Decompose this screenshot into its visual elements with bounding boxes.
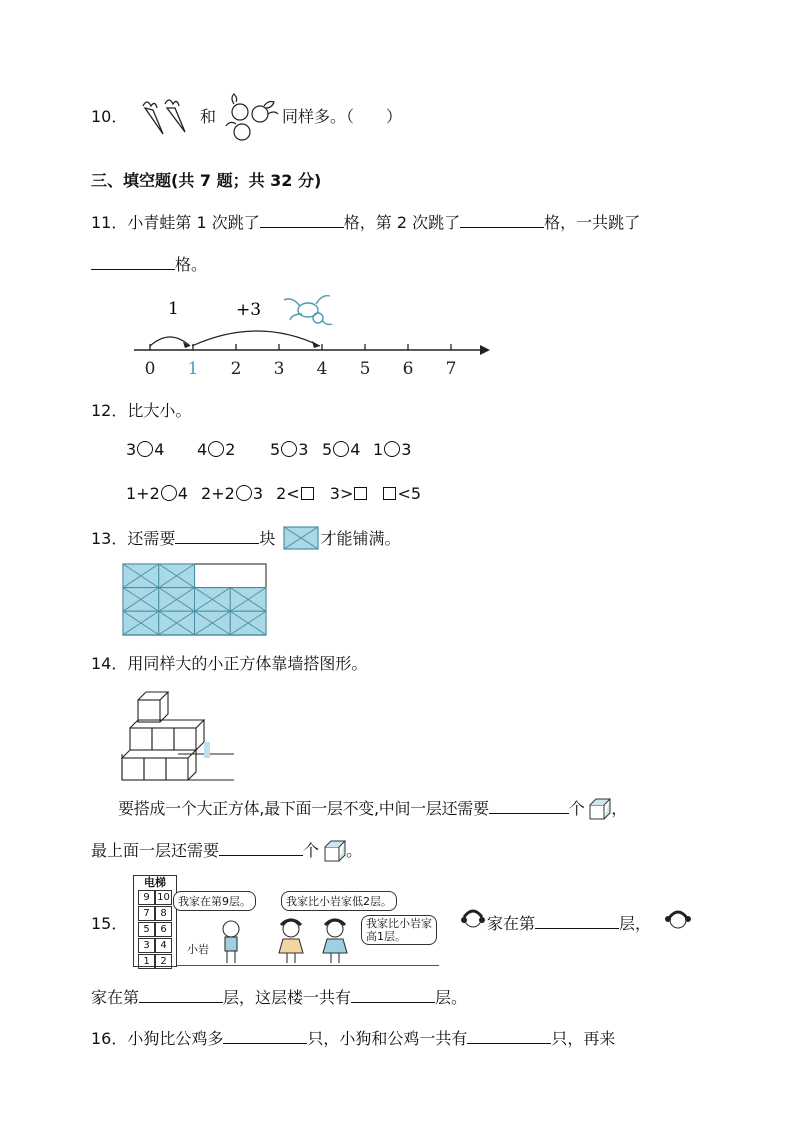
cube-icon [324,840,346,862]
cube-stack-figure [118,688,242,784]
ground-line [177,965,439,966]
number-line-label: 4 [316,359,328,379]
operand: 4 [350,440,361,459]
expression: 1+2 [126,484,160,503]
number-line-label: 3 [273,359,285,379]
q14-label: 用同样大的小正方体靠墙搭图形。 [127,654,368,673]
operand: 3 [252,484,263,503]
number-line-label: 0 [144,359,156,379]
q14-text-1b: 最下面一层不变, [264,799,379,818]
q11-part4: 格。 [175,255,208,274]
compare-item-3 [270,440,308,459]
compare-item-5 [373,440,411,459]
elevator-button: 6 [155,922,172,937]
kid-name-label: 小岩 [187,943,209,956]
operand: 5 [270,440,281,459]
number-line-label: 5 [359,359,371,379]
elevator-button: 2 [155,954,172,969]
q16-part2: 只，小狗和公鸡一共有 [307,1029,468,1048]
q11-line1 [91,210,640,233]
elevator-title: 电梯 [144,876,166,889]
q16-part1: 小狗比公鸡多 [127,1029,224,1048]
operand: 3 [401,440,412,459]
number-line [130,288,494,380]
compare-circle[interactable] [236,485,252,501]
girl-head-icon [664,906,692,932]
q15-blank-1[interactable] [535,913,619,929]
q14-text-1a: 要搭成一个大正方体, [118,799,265,818]
carrot-pair-icon [133,96,193,138]
q12-label: 比大小。 [127,401,192,420]
q12-title [91,398,191,421]
elevator-button: 3 [138,938,155,953]
q14-text-2a: 最上面一层还需要 [91,841,220,860]
q15-line2 [91,985,467,1008]
expression: 2+2 [201,484,235,503]
jump-arc-2 [192,331,320,346]
operand: 2 [225,440,236,459]
tiling-figure [122,563,268,637]
q11-part2: 格，第 2 次跳了 [343,213,461,232]
q13-number: 13． [91,529,128,548]
q16-line [91,1026,615,1049]
q15-part4: 层，这层楼一共有 [223,988,352,1007]
q15-line1 [487,911,651,934]
operand: 4 [154,440,165,459]
q16-number: 16． [91,1029,128,1048]
q11-number: 11． [91,213,128,232]
compare-circle[interactable] [384,441,400,457]
answer-square[interactable] [301,487,314,500]
q14-line2 [91,838,362,862]
q14-title [91,651,367,674]
number-line-label: 1 [187,359,199,379]
elevator-button: 4 [155,938,172,953]
elevator-button: 7 [138,906,155,921]
q16-blank-2[interactable] [467,1028,551,1044]
section-title: 三、填空题(共 7 题；共 32 分) [91,171,322,190]
q11-blank-1[interactable] [260,212,344,228]
q11-line2 [91,252,207,275]
answer-square[interactable] [383,487,396,500]
compare-item-2 [197,440,235,459]
operand: 1 [373,440,384,459]
q11-part1: 小青蛙第 1 次跳了 [127,213,260,232]
compare-circle[interactable] [137,441,153,457]
operand: 5 [322,440,333,459]
elevator-button: 8 [155,906,172,921]
elevator-button: 9 [138,890,155,905]
compare-circle[interactable] [281,441,297,457]
compare-item-1 [126,440,164,459]
q12-number: 12． [91,401,128,420]
number-line-label: 6 [402,359,414,379]
q15-number: 15． [91,914,128,933]
elevator-button: 5 [138,922,155,937]
q13-line [91,526,401,550]
bubble-3-line-2: 高1层。 [366,930,406,943]
q14-text-1d: 个 [568,799,585,818]
q13-part2: 块 [259,529,276,548]
q15-blank-3[interactable] [351,987,435,1003]
expression: 3> [329,484,354,503]
operand: 4 [177,484,188,503]
operand: 4 [197,440,208,459]
q14-text-2c: 。 [346,841,363,860]
q16-part3: 只，再来 [551,1029,616,1048]
elevator-panel [133,875,177,967]
frog-icon [284,296,332,325]
elevator-button: 10 [155,890,172,905]
children-illustration [217,917,357,967]
q13-part3: 才能铺满。 [320,529,401,548]
q10-text: 同样多。（ ） [282,107,403,126]
q14-line1 [118,796,627,820]
operand: 3 [126,440,137,459]
q15-blank-2[interactable] [139,987,223,1003]
bubble-3-line-1: 我家比小岩家 [366,917,432,930]
q11-blank-3[interactable] [91,254,175,270]
q14-text-1e: ， [611,799,627,818]
answer-square[interactable] [354,487,367,500]
q15-part2: 层， [619,914,652,933]
radish-bunch-icon [220,92,282,148]
q13-part1: 还需要 [127,529,176,548]
q10-and-text: 和 [200,107,217,126]
number-line-label: 2 [230,359,242,379]
compare-circle[interactable] [208,441,224,457]
operand: 3 [298,440,309,459]
q14-blank-middle[interactable] [489,798,569,814]
girl-head-icon [460,906,486,930]
compare-row-2 [126,484,421,503]
q15-part5: 层。 [435,988,468,1007]
elevator-button: 1 [138,954,155,969]
q16-blank-1[interactable] [223,1028,307,1044]
tile-icon [283,526,319,550]
compare-item-4 [322,440,360,459]
q14-blank-top[interactable] [219,840,303,856]
q14-text-2b: 个 [303,841,320,860]
jump-2-label: +3 [236,300,262,320]
q13-blank[interactable] [175,528,259,544]
q11-blank-2[interactable] [460,212,544,228]
q15-part1: 家在第 [487,914,536,933]
jump-1-label: 1 [168,299,179,319]
expression: <5 [397,484,422,503]
elevator-scene [133,875,453,969]
speech-bubble-3 [361,915,437,945]
number-line-label: 7 [445,359,457,379]
q14-text-1c: 中间一层还需要 [378,799,489,818]
cube-icon [589,798,611,820]
q11-part3: 格，一共跳了 [544,213,641,232]
speech-bubble-1: 我家在第9层。 [173,891,256,911]
compare-circle[interactable] [161,485,177,501]
q10-number: 10． [91,107,128,126]
q15-part3: 家在第 [91,988,140,1007]
compare-circle[interactable] [333,441,349,457]
speech-bubble-2: 我家比小岩家低2层。 [281,891,397,911]
q14-number: 14． [91,654,128,673]
expression: 2< [276,484,300,503]
